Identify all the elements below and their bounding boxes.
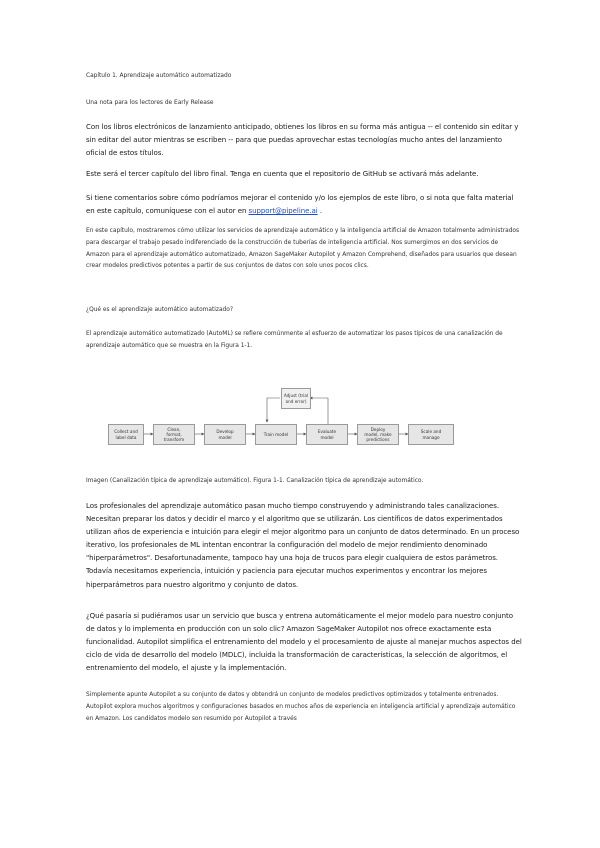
chapter-title: Capítulo 1. Aprendizaje automático automatizado bbox=[86, 73, 232, 79]
note-paragraph-1: Con los libros electrónicos de lanzamiento anticipado, obtienes los libros en su forma más antigua -- el contenido sin editar y sin editar del autor mientras se escriben -- para que puedas aprovechar estas tecnologías mucho antes del lanzamiento oficial de estos títulos. bbox=[86, 123, 519, 158]
pipeline-diagram bbox=[108, 384, 456, 456]
intro-paragraph: En este capítulo, mostraremos cómo utilizar los servicios de aprendizaje automático y la inteligencia artificial de Amazon totalmente administrados para descargar el trabajo pesado indiferenciado de la construcción de tuberías de inteligencia artificial. Nos sumergimos en dos servicios de Amazon para el aprendizaje automático automatizado, Amazon SageMaker Autopilot y Amazon Comprehend, diseñados para usuarios que desean crear modelos predictivos potentes a partir de sus conjuntos de datos con solo unos pocos clics. bbox=[86, 228, 520, 270]
arrow-adjust-to-train bbox=[267, 398, 280, 422]
support-email-link[interactable]: support@pipeline.ai bbox=[248, 207, 318, 216]
pipeline-step-scale: Scale and manage bbox=[408, 424, 454, 445]
note-paragraph-3-text: Si tiene comentarios sobre cómo podríamos mejorar el contenido y/o los ejemplos de este libro, o si nota que falta material en este capítulo, comuníquese con el autor en bbox=[86, 194, 514, 216]
pipeline-step-collect: Collect and label data bbox=[108, 424, 144, 445]
note-heading: Una nota para los lectores de Early Release bbox=[86, 100, 214, 106]
figure-caption: Imagen (Canalización típica de aprendizaje automático). Figura 1-1. Canalización típica de aprendizaje automático. bbox=[86, 478, 424, 484]
body-paragraph-3: Simplemente apunte Autopilot a su conjunto de datos y obtendrá un conjunto de modelos predictivos optimizados y totalmente entrenados. Autopilot explora muchos algoritmos y configuraciones basados en muchos años de experiencia en inteligencia artificial y aprendizaje automático en Amazon. Los candidatos modelo son resumido por Autopilot a través bbox=[86, 692, 516, 722]
pipeline-step-train: Train model bbox=[255, 424, 297, 445]
note-paragraph-2: Este será el tercer capítulo del libro final. Tenga en cuenta que el repositorio de GitHub se activará más adelante. bbox=[86, 170, 479, 178]
note-paragraph-3 bbox=[86, 192, 522, 218]
body-paragraph-2: ¿Qué pasaría si pudiéramos usar un servicio que busca y entrena automáticamente el mejor modelo para nuestro conjunto de datos y lo implementa en producción con un solo clic? Amazon SageMaker Autopilot nos ofrece exactamente esta funcionalidad. Autopilot simplifica el entrenamiento del modelo y el procesamiento de ajuste al manejar muchos aspectos del ciclo de vida de desarrollo del modelo (MDLC), incluida la transformación de características, la selección de algoritmos, el entrenamiento del modelo, el ajuste y la implementación. bbox=[86, 612, 522, 673]
arrow-evaluate-to-adjust bbox=[310, 398, 328, 424]
note-paragraph-3-end: . bbox=[317, 207, 323, 216]
pipeline-step-evaluate: Evaluate model bbox=[306, 424, 348, 445]
pipeline-step-deploy: Deploy model, make predictions bbox=[357, 424, 399, 445]
section-paragraph: El aprendizaje automático automatizado (AutoML) se refiere comúnmente al esfuerzo de automatizar los pasos típicos de una canalización de aprendizaje automático que se muestra en la Figura 1-1. bbox=[86, 331, 503, 349]
pipeline-step-develop: Develop model bbox=[204, 424, 246, 445]
pipeline-step-clean: Clean, format, transform bbox=[153, 424, 195, 445]
body-paragraph-1: Los profesionales del aprendizaje automático pasan mucho tiempo construyendo y administrando tales canalizaciones. Necesitan preparar los datos y decidir el marco y el algoritmo que se utilizarán. Los científicos de datos experimentados utilizan años de experiencia e intuición para elegir el mejor algoritmo para un conjunto de datos determinado. En un proceso iterativo, los profesionales de ML intentan encontrar la configuración del modelo de mejor rendimiento denominado "hiperparámetros". Desafortunadamente, tampoco hay una hoja de trucos para elegir cualquiera de estos parámetros. Todavía necesitamos experiencia, intuición y paciencia para ejecutar muchos experimentos y encontrar los mejores hiperparámetros para nuestro algoritmo y conjunto de datos. bbox=[86, 502, 520, 589]
section-heading: ¿Qué es el aprendizaje automático automatizado? bbox=[86, 307, 233, 313]
pipeline-step-adjust: Adjust (trial and error) bbox=[281, 388, 311, 409]
